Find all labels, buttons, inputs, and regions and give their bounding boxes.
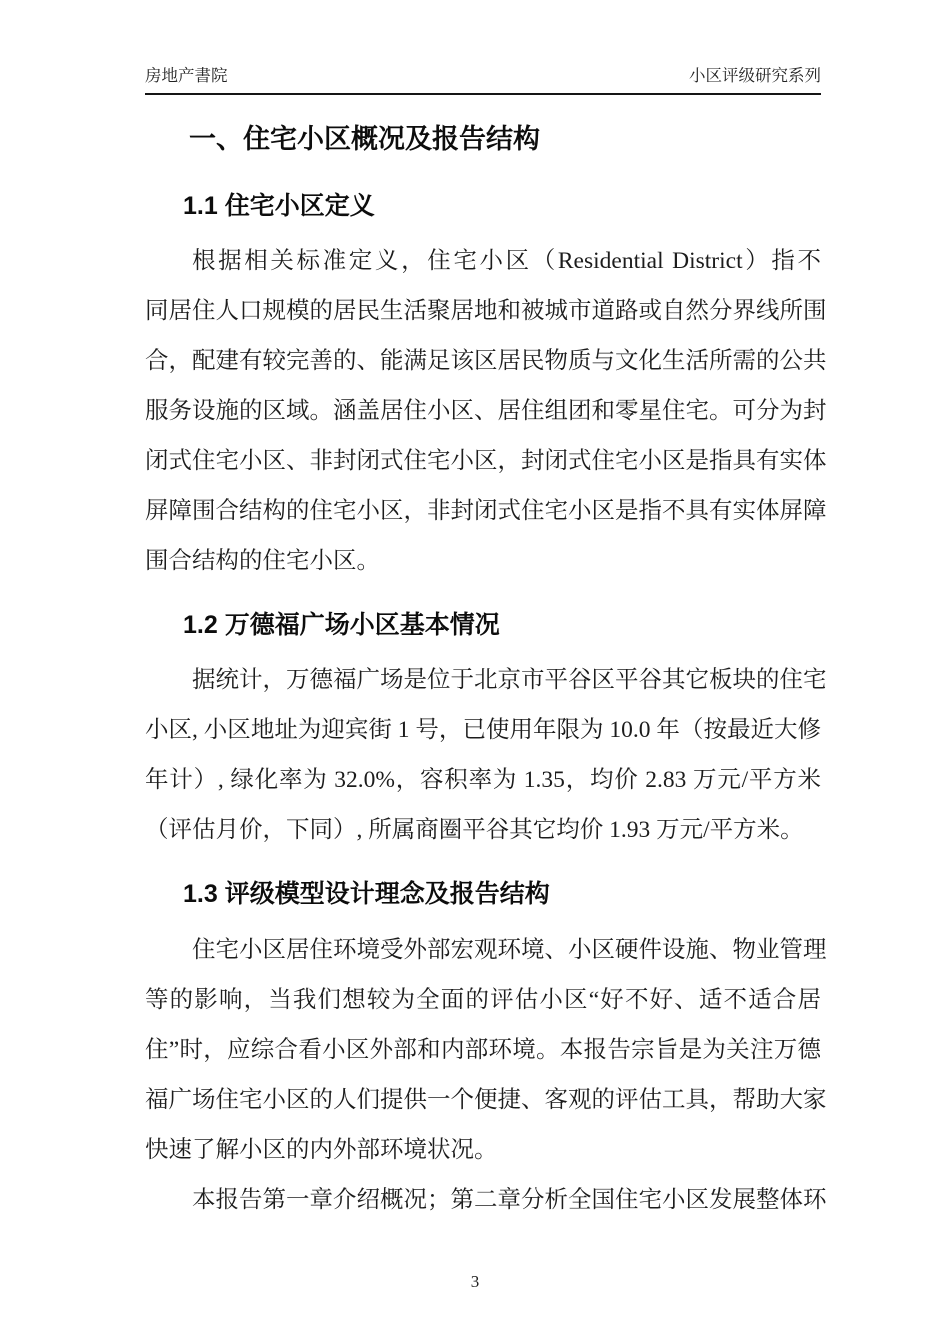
- section-heading-1-1: 1.1 住宅小区定义: [183, 191, 375, 220]
- paragraph-line: 等的影响，当我们想较为全面的评估小区“好不好、适不适合居: [145, 986, 821, 1013]
- chapter-title: 一、住宅小区概况及报告结构: [189, 124, 540, 154]
- paragraph-line: 年计）, 绿化率为 32.0%，容积率为 1.35，均价 2.83 万元/平方米: [145, 767, 821, 794]
- paragraph-line: 小区, 小区地址为迎宾街 1 号，已使用年限为 10.0 年（按最近大修: [145, 717, 821, 744]
- paragraph-line: 住宅小区居住环境受外部宏观环境、小区硬件设施、物业管理: [192, 936, 827, 963]
- page-number: 3: [470, 1272, 480, 1291]
- paragraph-line: 快速了解小区的内外部环境状况。: [145, 1136, 498, 1163]
- header-left-text: 房地产書院: [145, 67, 228, 85]
- paragraph-line: 福广场住宅小区的人们提供一个便捷、客观的评估工具，帮助大家: [145, 1086, 827, 1113]
- paragraph-line: 同居住人口规模的居民生活聚居地和被城市道路或自然分界线所围: [145, 298, 827, 324]
- section-heading-1-3: 1.3 评级模型设计理念及报告结构: [183, 880, 550, 909]
- paragraph-line: 闭式住宅小区、非封闭式住宅小区，封闭式住宅小区是指具有实体: [145, 448, 827, 474]
- paragraph-line: （评估月价，下同）, 所属商圈平谷其它均价 1.93 万元/平方米。: [145, 817, 804, 844]
- paragraph-line: 合，配建有较完善的、能满足该区居民物质与文化生活所需的公共: [145, 348, 827, 374]
- paragraph-line: 本报告第一章介绍概况；第二章分析全国住宅小区发展整体环: [192, 1186, 827, 1213]
- paragraph-line: 围合结构的住宅小区。: [145, 548, 380, 574]
- paragraph-line: 屏障围合结构的住宅小区，非封闭式住宅小区是指不具有实体屏障: [145, 498, 827, 524]
- page-footer: [0, 1272, 950, 1292]
- paragraph-1-2: [145, 655, 827, 855]
- section-heading-1-2: 1.2 万德福广场小区基本情况: [183, 611, 500, 639]
- page-header: [145, 62, 821, 95]
- paragraph-1-1: [145, 236, 827, 586]
- paragraph-line: 根据相关标准定义，住宅小区（Residential District）指不: [192, 248, 821, 274]
- paragraph-line: 服务设施的区域。涵盖居住小区、居住组团和零星住宅。可分为封: [145, 398, 827, 424]
- paragraph-1-3a: [145, 925, 827, 1175]
- header-right-text: 小区评级研究系列: [689, 67, 821, 85]
- paragraph-line: 住”时，应综合看小区外部和内部环境。本报告宗旨是为关注万德: [145, 1036, 821, 1063]
- paragraph-line: 据统计，万德福广场是位于北京市平谷区平谷其它板块的住宅: [192, 667, 827, 694]
- paragraph-1-3b: [145, 1175, 827, 1225]
